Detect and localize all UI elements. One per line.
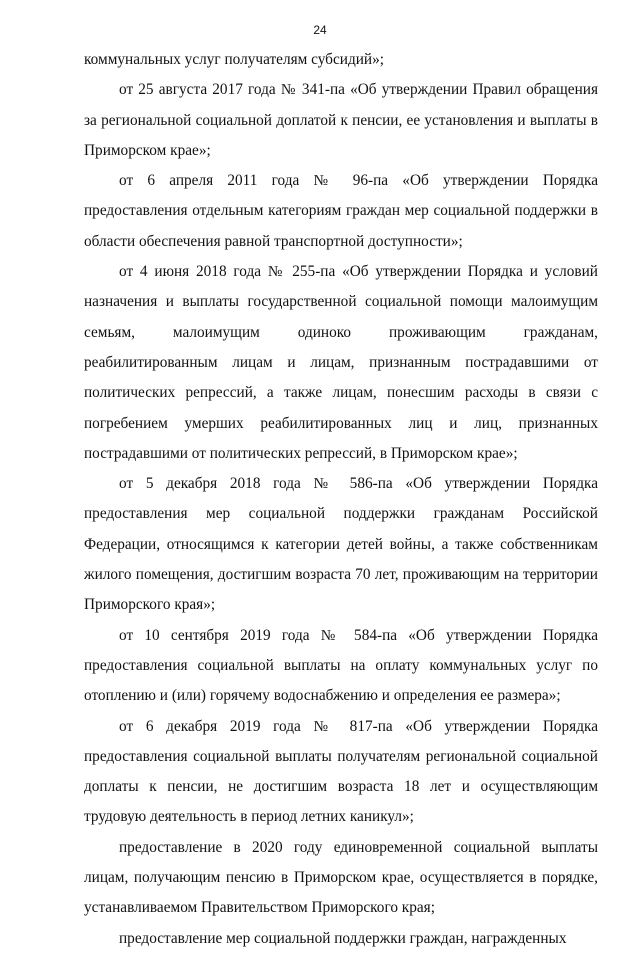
page-number: 24: [313, 23, 327, 37]
paragraph-awarded-citizens: предоставление мер социальной поддержки граждан, награжденных: [119, 929, 567, 947]
paragraph-resolution-255: от 4 июня 2018 года № 255-па «Об утверждении Порядка и условий назначения и выплаты государственной социальной помощи малоимущим семьям, малоимущим одиноко проживающим гражданам, реабилитированным лицам и лицам, признанным пострадавшими от политических репрессий, а также лицам, понесшим расходы в связи с погребением умерших реабилитированных лиц и лиц, признанных пострадавшими от политических репрессий, в Приморском крае»;: [84, 263, 598, 462]
paragraph-resolution-341: от 25 августа 2017 года № 341-па «Об утверждении Правил обращения за региональной социальной доплатой к пенсии, ее установления и выплаты в Приморском крае»;: [84, 81, 598, 159]
paragraph-resolution-586: от 5 декабря 2018 года № 586-па «Об утверждении Порядка предоставления мер социальной поддержки гражданам Российской Федерации, относящимся к категории детей войны, а также собственникам жилого помещения, достигшим возраста 70 лет, проживающим на территории Приморского края»;: [84, 475, 598, 614]
document-body: [84, 45, 598, 954]
paragraph-resolution-584: от 10 сентября 2019 года № 584-па «Об утверждении Порядка предоставления социальной выплаты на оплату коммунальных услуг по отоплению и (или) горячему водоснабжению и определения ее размера»;: [84, 626, 598, 705]
paragraph-resolution-96: от 6 апреля 2011 года № 96-па «Об утверждении Порядка предоставления отдельным категориям граждан мер социальной поддержки в области обеспечения равной транспортной доступности»;: [84, 172, 598, 250]
paragraph-resolution-817: от 6 декабря 2019 года № 817-па «Об утверждении Порядка предоставления социальной выплаты получателям региональной социальной доплаты к пенсии, не достигшим возраста 18 лет и осуществляющим трудовую деятельность в период летних каникул»;: [84, 717, 598, 826]
paragraph-continuation: коммунальных услуг получателям субсидий»;: [84, 51, 384, 68]
paragraph-one-time-payment: предоставление в 2020 году единовременной социальной выплаты лицам, получающим пенсию в Приморском крае, осуществляется в порядке, устанавливаемом Правительством Приморского края;: [84, 838, 598, 917]
